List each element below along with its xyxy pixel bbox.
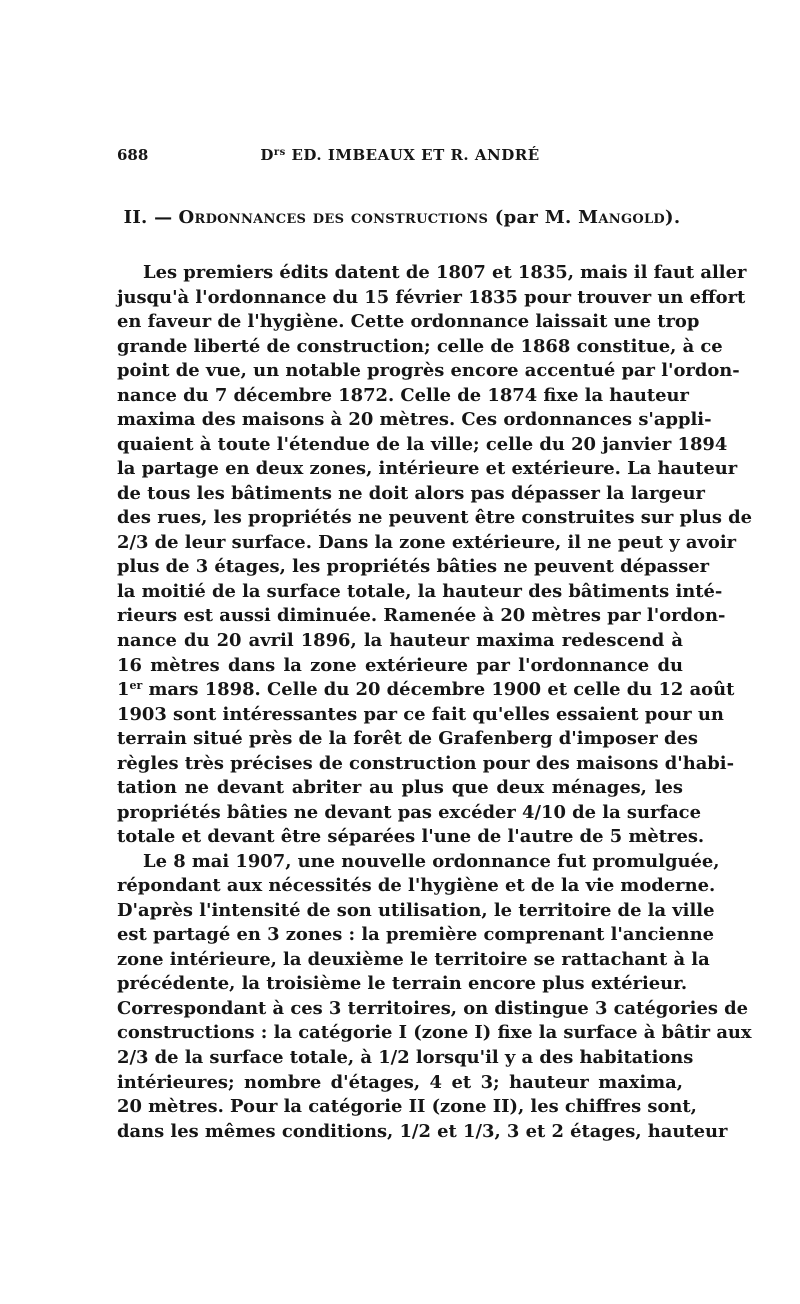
text-line: répondant aux nécessités de l'hygiène et de la vie moderne. (117, 875, 716, 897)
text-line: quaient à toute l'étendue de la ville; celle du 20 janvier 1894 (117, 433, 728, 455)
text-line: 1903 sont intéressantes par ce fait qu'elles essaient pour un (117, 703, 724, 725)
text-line: en faveur de l'hygiène. Cette ordonnance laissait une trop (117, 311, 700, 333)
text-line: totale et devant être séparées l'une de l'autre de 5 mètres. (117, 826, 705, 848)
text-line: 16 mètres dans la zone extérieure par l'ordonnance du (117, 654, 683, 676)
text-line: 2/3 de la surface totale, à 1/2 lorsqu'il y a des habitations (117, 1047, 694, 1068)
line-remainder: mars 1898. Celle du 20 décembre 1900 et celle du 12 août (142, 679, 735, 701)
text-line: tation ne devant abriter au plus que deux ménages, les (117, 777, 683, 799)
text-line: 20 mètres. Pour la catégorie II (zone II), les chiffres sont, (117, 1096, 697, 1118)
section-heading (117, 207, 687, 228)
ordinal-superscript: er (129, 679, 143, 693)
text-line (117, 678, 735, 703)
text-line: est partagé en 3 zones : la première comprenant l'ancienne (117, 924, 714, 946)
text-line: Le 8 mai 1907, une nouvelle ordonnance fut promulguée, (143, 850, 720, 872)
section-number: II. — (123, 207, 173, 228)
text-line: point de vue, un notable progrès encore accentué par l'ordon- (117, 360, 740, 382)
text-line: zone intérieure, la deuxième le territoire se rattachant à la (117, 948, 710, 970)
body-text (117, 261, 753, 1144)
text-line: Correspondant à ces 3 territoires, on distingue 3 catégories de (117, 997, 749, 1019)
page-number: 688 (117, 146, 149, 164)
text-line: intérieures; nombre d'étages, 4 et 3; hauteur maxima, (117, 1071, 683, 1093)
text-line: constructions : la catégorie I (zone I) fixe la surface à bâtir aux (117, 1022, 752, 1044)
text-line: précédente, la troisième le terrain encore plus extérieur. (117, 973, 688, 995)
section-title: Ordonnances des constructions (178, 207, 489, 228)
text-line: la partage en deux zones, intérieure et extérieure. La hauteur (117, 458, 738, 480)
text-line: règles très précises de construction pour des maisons d'habi- (117, 752, 735, 774)
text-line: grande liberté de construction; celle de 1868 constitue, à ce (117, 335, 723, 357)
text-line: jusqu'à l'ordonnance du 15 février 1835 pour trouver un effort (117, 286, 746, 308)
running-head (117, 146, 683, 172)
authors-superscript: rs (273, 147, 286, 158)
text-line: des rues, les propriétés ne peuvent être construites sur plus de (117, 507, 753, 529)
text-line: dans les mêmes conditions, 1/2 et 1/3, 3 et 2 étages, hauteur (117, 1120, 728, 1142)
authors-prefix: D (260, 146, 274, 164)
text-line: terrain situé près de la forêt de Grafenberg d'imposer des (117, 728, 698, 750)
text-line: maxima des maisons à 20 mètres. Ces ordonnances s'appli- (117, 409, 712, 431)
text-line: rieurs est aussi diminuée. Ramenée à 20 mètres par l'ordon- (117, 605, 726, 627)
section-by-suffix: ). (665, 207, 681, 228)
text-line: la moitié de la surface totale, la hauteur des bâtiments inté- (117, 580, 723, 602)
text-line: 2/3 de leur surface. Dans la zone extérieure, il ne peut y avoir (117, 531, 737, 553)
section-by-prefix: (par M. (488, 207, 579, 228)
text-line: nance du 7 décembre 1872. Celle de 1874 fixe la hauteur (117, 384, 689, 406)
section-author: Mangold (578, 207, 665, 228)
text-line: de tous les bâtiments ne doit alors pas dépasser la largeur (117, 482, 705, 504)
authors-names: ED. IMBEAUX ET R. ANDRÉ (285, 146, 540, 164)
running-title (117, 146, 683, 164)
ordinal-number: 1 (117, 679, 130, 701)
text-line: propriétés bâties ne devant pas excéder 4/10 de la surface (117, 801, 701, 823)
text-line: Les premiers édits datent de 1807 et 1835, mais il faut aller (143, 262, 747, 283)
text-line: nance du 20 avril 1896, la hauteur maxima redescend à (117, 629, 683, 651)
text-line: plus de 3 étages, les propriétés bâties ne peuvent dépasser (117, 556, 710, 578)
text-line: D'après l'intensité de son utilisation, le territoire de la ville (117, 899, 715, 921)
